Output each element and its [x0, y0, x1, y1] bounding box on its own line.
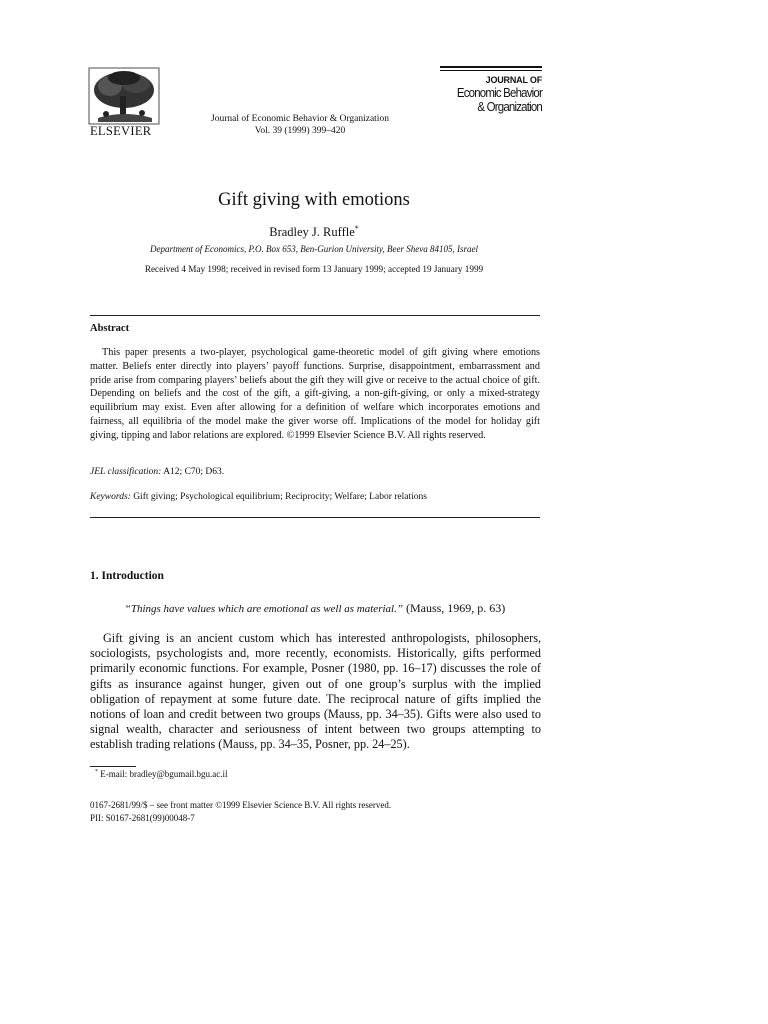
footnote-mark: * — [95, 769, 98, 775]
epigraph-source: (Mauss, 1969, p. 63) — [402, 601, 506, 615]
jel-label: JEL classification: — [90, 467, 162, 477]
journal-name: Journal of Economic Behavior & Organization — [211, 114, 389, 124]
publisher-name: ELSEVIER — [90, 124, 152, 138]
pii-line: PII: S0167-2681(99)00048-7 — [90, 813, 195, 823]
section-heading: 1. Introduction — [90, 570, 164, 582]
keywords-value: Gift giving; Psychological equilibrium; Reciprocity; Welfare; Labor relations — [130, 492, 427, 502]
divider — [90, 517, 540, 518]
masthead-line1: Economic Behavior — [456, 85, 542, 100]
masthead-rule — [440, 70, 542, 71]
paper-title: Gift giving with emotions — [218, 190, 410, 210]
jel-value: A12; C70; D63. — [161, 467, 225, 477]
masthead-line2: & Organization — [477, 99, 542, 114]
keywords — [90, 492, 427, 502]
author-footnote-mark: * — [354, 224, 359, 233]
keywords-label: Keywords: — [90, 492, 131, 502]
masthead-small: JOURNAL OF — [485, 75, 542, 85]
intro-paragraph: Gift giving is an ancient custom which has interested anthropologists, philosophers, sociologists, psychologists and, more recently, economists. Historically, gifts performed primarily economic functions. For example, Posner (1980, pp. 16–17) discusses the role of gifts as insurance against hunger, given out of one group’s surplus with the implied obligation of repayment at some future date. The reciprocal nature of gifts implied the notions of loan and credit between two groups (Mauss, pp. 34–35). Gifts were also used to signal wealth, character and seriousness of intent between two groups attempting to establish trading relations (Mauss, pp. 34–35, Posner, pp. 24–25). — [90, 631, 541, 752]
epigraph-quote: “Things have values which are emotional as well as material.” — [124, 603, 403, 615]
footnote-rule — [90, 766, 136, 767]
jel-classification — [90, 467, 224, 477]
divider — [90, 315, 540, 316]
epigraph — [90, 601, 540, 616]
abstract-heading: Abstract — [90, 323, 130, 334]
volume-line: Vol. 39 (1999) 399–420 — [254, 126, 346, 136]
affiliation: Department of Economics, P.O. Box 653, Ben-Gurion University, Beer Sheva 84105, Israel — [149, 244, 479, 254]
footnote — [95, 769, 228, 779]
copyright-line: 0167-2681/99/$ – see front matter ©1999 Elsevier Science B.V. All rights reserved. — [90, 800, 392, 810]
author-name: Bradley J. Ruffle — [269, 225, 355, 240]
journal-masthead — [440, 66, 542, 114]
masthead-rule — [440, 66, 542, 68]
received-dates: Received 4 May 1998; received in revised form 13 January 1999; accepted 19 January 1999 — [144, 264, 484, 274]
author-line — [88, 224, 540, 240]
abstract-text: This paper presents a two-player, psychological game-theoretic model of gift giving where emotions matter. Beliefs enter directly into players’ payoff functions. Surprise, disappointment, embarrassment and pride arise from comparing players’ beliefs about the gift they will give or receive to the actual choice of gift. Depending on beliefs and the cost of the gift, a gift-giving, a non-gift-giving, or only a mixed-strategy equilibrium may exist. Even after allowing for a definition of welfare which incorporates emotions and fairness, all equilibria of the model make the giver worse off. Implications of the model for holiday gift giving, tipping and labor relations are explored. ©1999 Elsevier Science B.V. All rights reserved. — [90, 347, 540, 441]
footnote-text: E-mail: bradley@bgumail.bgu.ac.il — [98, 769, 228, 779]
